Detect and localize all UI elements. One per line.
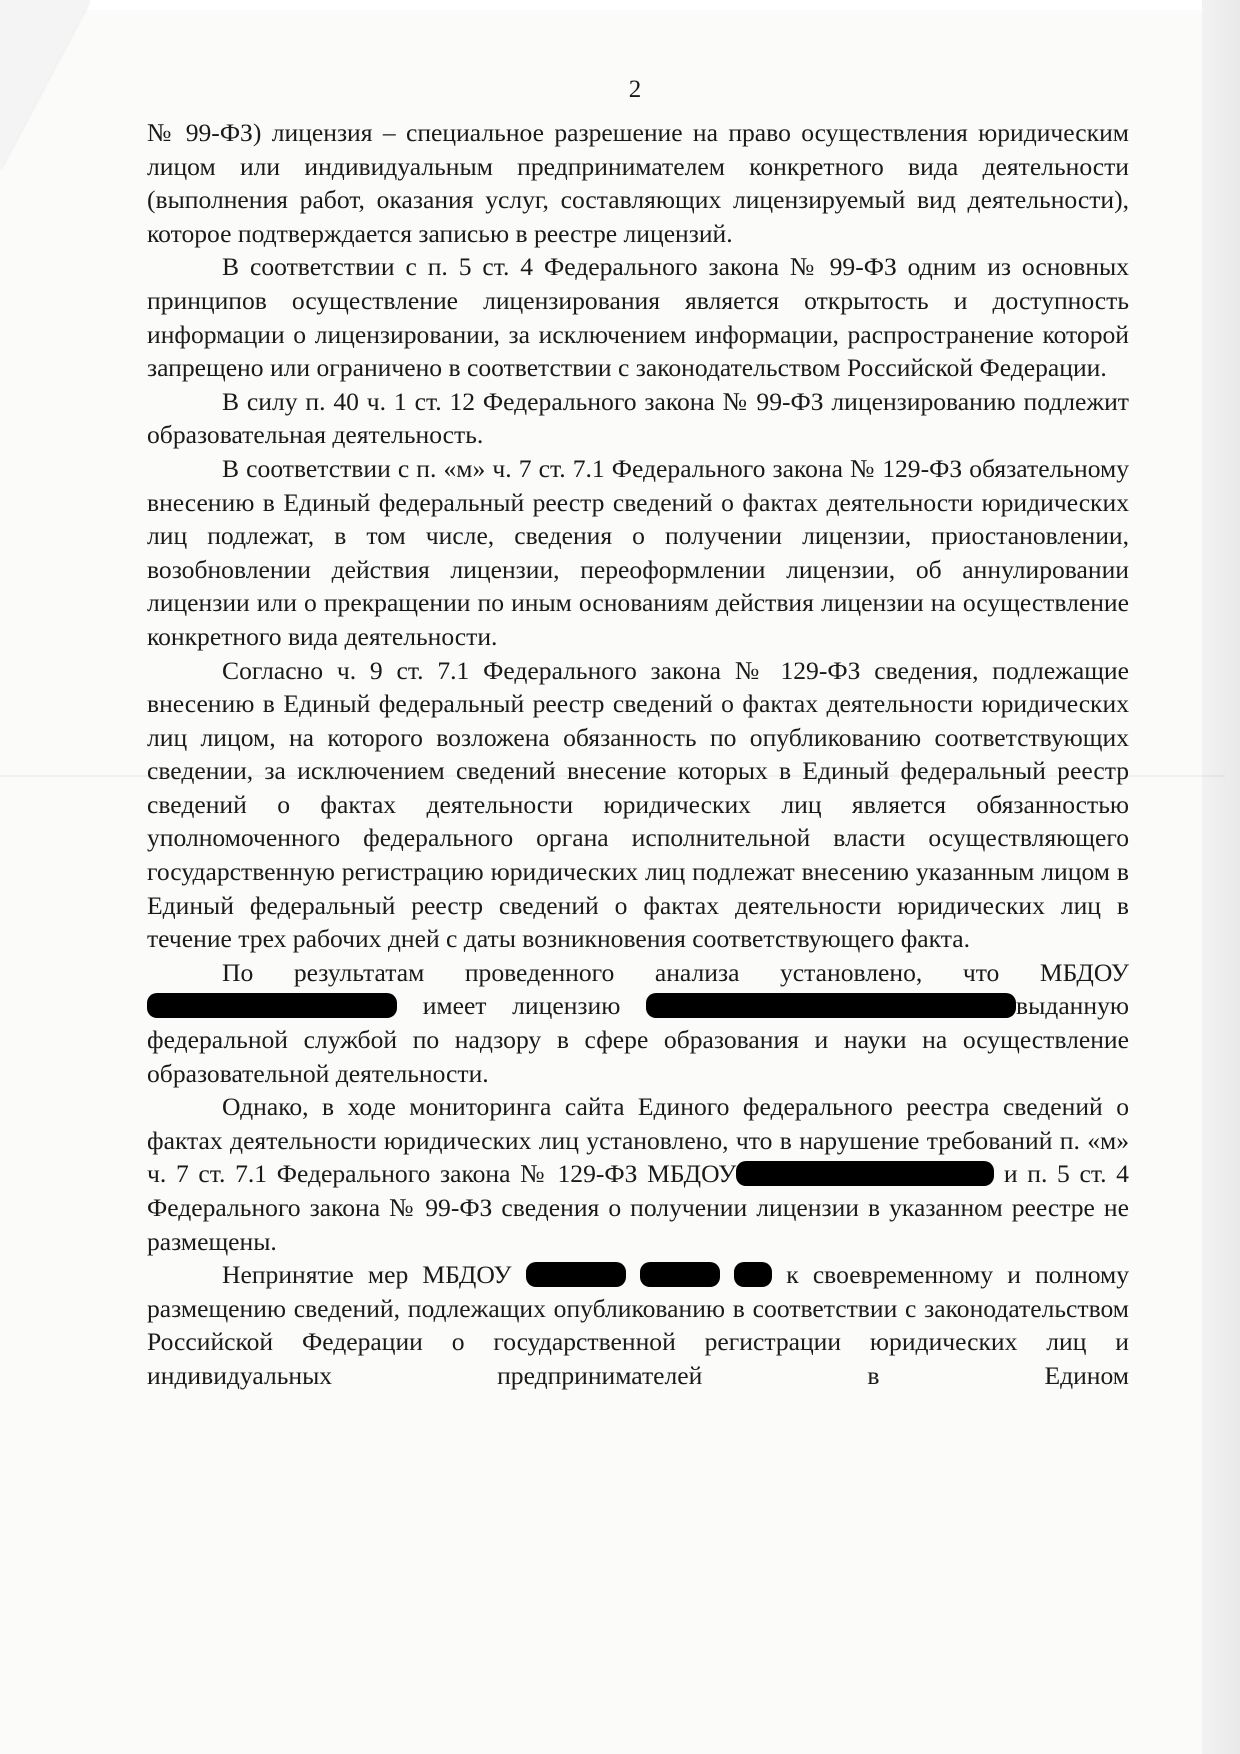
paragraph-analysis-result [147, 956, 1129, 1090]
analysis-text-start: По результатам проведенного анализа установлено, что МБДОУ [222, 957, 1129, 987]
paragraph-registry-deadline: Согласно ч. 9 ст. 7.1 Федерального закона № 129-ФЗ сведения, подлежащие внесению в Единый федеральный реестр сведений о фактах деятельности юридических лиц лицом, на которого возложена обязанность по опубликованию соответствующих сведении, за исключением сведений внесение которых в Единый федеральный реестр сведений о фактах деятельности юридических лиц является обязанностью уполномоченного федерального органа исполнительной власти осуществляющего государственную регистрацию юридических лиц подлежат внесению указанным лицом в Единый федеральный реестр сведений о фактах деятельности юридических лиц в течение трех рабочих дней с даты возникновения соответствующего факта. [147, 655, 1129, 954]
redaction-mark [147, 993, 397, 1018]
monitoring-text-end: и п. 5 ст. 4 Федерального закона № 99-ФЗ сведения о получении лицензии в указанном реестре не размещены. [147, 1159, 1129, 1256]
document-body [147, 116, 1129, 1393]
redaction-mark [736, 1161, 994, 1186]
analysis-text-middle: имеет лицензию [422, 991, 621, 1021]
redaction-mark [526, 1262, 626, 1287]
paragraph-failure-to-act [147, 1258, 1129, 1392]
page-number: 2 [628, 76, 642, 103]
paragraph-licensing-principles: В соответствии с п. 5 ст. 4 Федерального закона № 99-ФЗ одним из основных принципов осуществление лицензирования является открытость и доступность информации о лицензировании, за исключением информации, распространение которой запрещено или ограничено в соответствии с законодательством Российской Федерации. [147, 252, 1129, 383]
redaction-mark [734, 1262, 772, 1287]
failure-text-start: Непринятие мер МБДОУ [222, 1260, 512, 1290]
paragraph-monitoring-finding [147, 1090, 1129, 1258]
monitoring-text-start: Однако, в ходе мониторинга сайта Единого федерального реестра сведений о фактах деятельности юридических лиц установлено, что в нарушение требований п. «м» ч. 7 ст. 7.1 Федерального закона № 129-ФЗ МБДОУ [147, 1092, 1129, 1189]
paragraph-license-definition: № 99-ФЗ) лицензия – специальное разрешение на право осуществления юридическим лицом или индивидуальным предпринимателем конкретного вида деятельности (выполнения работ, оказания услуг, составляющих лицензируемый вид деятельности), которое подтверждается записью в реестре лицензий. [147, 118, 1129, 248]
failure-text-end: к своевременному и полному размещению сведений, подлежащих опубликованию в соответствии с законодательством Российской Федерации о государственной регистрации юридических лиц и индивидуальных предпринимателей в Едином [147, 1260, 1129, 1390]
page-edge-shadow [1202, 0, 1240, 1754]
analysis-text-end: выданную федеральной службой по надзору в сфере образования и науки на осуществление образовательной деятельности. [147, 991, 1129, 1088]
redaction-mark [646, 993, 1016, 1018]
paragraph-registry-requirement: В соответствии с п. «м» ч. 7 ст. 7.1 Федерального закона № 129-ФЗ обязательному внесению в Единый федеральный реестр сведений о фактах деятельности юридических лиц подлежат, в том числе, сведения о получении лицензии, приостановлении, возобновлении действия лицензии, переоформлении лицензии, об аннулировании лицензии или о прекращении по иным основаниям действия лицензии на осуществление конкретного вида деятельности. [147, 453, 1129, 651]
paragraph-educational-activity: В силу п. 40 ч. 1 ст. 12 Федерального закона № 99-ФЗ лицензированию подлежит образовательная деятельность. [147, 386, 1129, 450]
redaction-mark [640, 1262, 720, 1287]
